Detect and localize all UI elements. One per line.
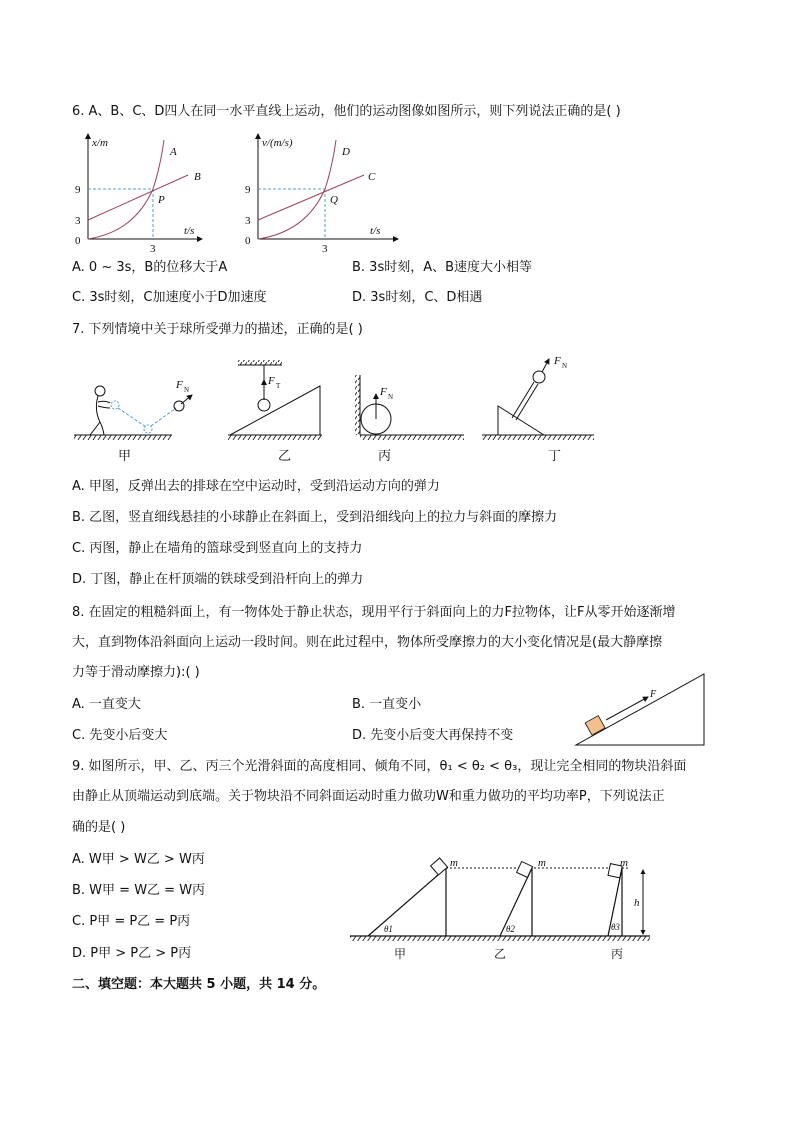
q7-option-a: A. 甲图，反弹出去的排球在空中运动时，受到沿运动方向的弹力 <box>72 479 440 494</box>
svg-text:F: F <box>268 375 275 387</box>
svg-text:3: 3 <box>150 243 156 255</box>
svg-text:N: N <box>388 393 394 401</box>
q6-vt-graph <box>240 130 410 255</box>
q9-option-d: D. P甲 > P乙 > P丙 <box>72 946 192 961</box>
svg-text:3: 3 <box>75 215 81 227</box>
svg-text:甲: 甲 <box>394 947 407 961</box>
svg-text:T: T <box>276 382 281 390</box>
q9-stem-line2: 由静止从顶端运动到底端。关于物块沿不同斜面运动时重力做功W和重力做功的平均功率P，下列说法正 <box>72 789 665 804</box>
svg-text:乙: 乙 <box>494 947 507 961</box>
q6-option-b: B. 3s时刻，A、B速度大小相等 <box>352 260 533 275</box>
svg-text:N: N <box>184 386 190 394</box>
q6-stem: 6. A、B、C、D四人在同一水平直线上运动，他们的运动图像如图所示，则下列说法正确的是( ) <box>72 104 621 119</box>
svg-text:m: m <box>450 857 458 869</box>
q9-inclines-figure <box>346 852 656 964</box>
svg-text:θ2: θ2 <box>506 924 515 934</box>
svg-text:x/m: x/m <box>92 137 108 149</box>
svg-text:D: D <box>342 146 350 158</box>
figure-yi <box>228 360 322 464</box>
section-2-heading: 二、填空题：本大题共 5 小题，共 14 分。 <box>72 977 326 992</box>
q7-option-c: C. 丙图，静止在墙角的篮球受到竖直向上的支持力 <box>72 541 363 556</box>
svg-text:C: C <box>368 171 376 183</box>
svg-text:t/s: t/s <box>184 225 195 237</box>
q6-option-a: A. 0 ~ 3s，B的位移大于A <box>72 260 228 275</box>
q8-option-a: A. 一直变大 <box>72 697 141 712</box>
q9-option-b: B. W甲 = W乙 = W丙 <box>72 883 206 898</box>
q7-stem: 7. 下列情境中关于球所受弹力的描述，正确的是( ) <box>72 322 363 337</box>
q6-option-c: C. 3s时刻，C加速度小于D加速度 <box>72 290 267 305</box>
svg-text:0: 0 <box>245 235 251 247</box>
q7-figures <box>72 350 602 470</box>
q6-xt-graph <box>72 130 212 255</box>
q8-option-c: C. 先变小后变大 <box>72 728 168 743</box>
q9-stem-line1: 9. 如图所示，甲、乙、丙三个光滑斜面的高度相同、倾角不同，θ₁ < θ₂ < θ₃，现让完全相同的物块沿斜面 <box>72 759 687 774</box>
svg-text:F: F <box>380 386 387 398</box>
block <box>585 716 605 736</box>
svg-text:3: 3 <box>245 215 251 227</box>
svg-text:m: m <box>538 857 546 869</box>
figure-bing <box>355 375 464 464</box>
q8-stem-line1: 8. 在固定的粗糙斜面上，有一物体处于静止状态，现用平行于斜面向上的力F拉物体，让F从零开始逐渐增 <box>72 605 676 620</box>
line-c <box>258 175 364 220</box>
svg-text:F: F <box>650 689 657 700</box>
svg-text:m: m <box>620 857 628 869</box>
svg-text:P: P <box>158 194 165 206</box>
svg-text:3: 3 <box>322 243 328 255</box>
q9-option-a: A. W甲 > W乙 > W丙 <box>72 852 205 867</box>
svg-text:丙: 丙 <box>611 947 624 961</box>
svg-text:θ1: θ1 <box>384 924 393 934</box>
svg-text:9: 9 <box>245 184 251 196</box>
svg-text:A: A <box>170 146 177 158</box>
svg-text:9: 9 <box>75 184 81 196</box>
svg-text:F: F <box>554 355 561 367</box>
figure-ding <box>482 355 594 464</box>
q6-option-d: D. 3s时刻，C、D相遇 <box>352 290 483 305</box>
q8-stem-line2: 大，直到物体沿斜面向上运动一段时间。则在此过程中，物体所受摩擦力的大小变化情况是(最大静摩擦 <box>72 635 663 650</box>
q8-incline-figure <box>572 670 712 750</box>
svg-text:0: 0 <box>75 235 81 247</box>
svg-text:Q: Q <box>330 194 338 206</box>
svg-text:v/(m/s): v/(m/s) <box>262 137 293 149</box>
svg-text:甲: 甲 <box>118 449 132 464</box>
q7-option-d: D. 丁图，静止在杆顶端的铁球受到沿杆向上的弹力 <box>72 572 364 587</box>
svg-text:θ3: θ3 <box>611 922 620 932</box>
q7-option-b: B. 乙图，竖直细线悬挂的小球静止在斜面上，受到沿细线向上的拉力与斜面的摩擦力 <box>72 510 558 525</box>
svg-text:丁: 丁 <box>548 449 562 464</box>
q9-stem-line3: 确的是( ) <box>72 820 126 835</box>
svg-text:t/s: t/s <box>370 225 381 237</box>
q8-option-d: D. 先变小后变大再保持不变 <box>352 728 514 743</box>
svg-text:F: F <box>176 379 183 391</box>
figure-jia <box>74 379 192 464</box>
svg-text:N: N <box>562 362 568 370</box>
svg-text:丙: 丙 <box>378 449 392 464</box>
q9-option-c: C. P甲 = P乙 = P丙 <box>72 914 191 929</box>
svg-text:B: B <box>194 171 201 183</box>
q8-option-b: B. 一直变小 <box>352 697 422 712</box>
svg-text:h: h <box>634 897 640 909</box>
q8-stem-line3: 力等于滑动摩擦力):( ) <box>72 665 200 680</box>
svg-text:乙: 乙 <box>278 449 292 464</box>
